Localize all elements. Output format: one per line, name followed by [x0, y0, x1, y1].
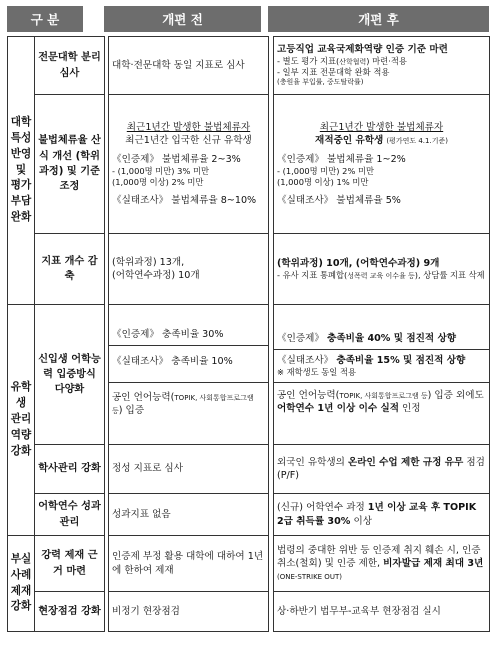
table-row — [8, 95, 490, 234]
before-cell: 인증제 부정 활용 대학에 대하여 1년에 한하여 제재 — [109, 536, 269, 592]
table-row — [8, 445, 490, 494]
table-row — [8, 536, 490, 592]
category-3: 부실사례 제재강화 — [8, 536, 35, 632]
table-row — [8, 234, 490, 305]
subcategory-language-proof: 신입생 어학능력 입증방식 다양화 — [35, 305, 105, 445]
table-row — [8, 494, 490, 536]
before-cell: 《인증제》 충족비율 30% 《실태조사》 충족비율 10% 공인 언어능력(TOPIK, 사회통합프로그램 등) 입증 — [109, 305, 269, 445]
after-cell: 외국인 유학생의 온라인 수업 제한 규정 유무 점검(P/F) — [274, 445, 490, 494]
header-category: 구 분 — [7, 6, 83, 32]
after-cell: (신규) 어학연수 과정 1년 이상 교육 후 TOPIK 2급 취득률 30% 이상 — [274, 494, 490, 536]
table-row — [8, 592, 490, 632]
subcategory-separate-review: 전문대학 분리 심사 — [35, 37, 105, 95]
table-row — [8, 37, 490, 95]
after-cell: 최근1년간 발생한 불법체류자 재적중인 유학생 (평가연도 4.1.기준) 《인증제》 불법체류율 1~2% - (1,000명 미만) 2% 미만 (1,000명 이상) 1% 미만 《실태조사》 불법체류율 5% — [274, 95, 490, 234]
after-cell: 법령의 중대한 위반 등 인증제 취지 훼손 시, 인증 취소(철회) 및 인증 제한, 비자발급 제재 최대 3년 (ONE-STRIKE OUT) — [274, 536, 490, 592]
before-cell: 성과지표 없음 — [109, 494, 269, 536]
reform-table — [7, 36, 490, 632]
before-cell: 비정기 현장점검 — [109, 592, 269, 632]
after-cell: 고등직업 교육국제화역량 인증 기준 마련 - 별도 평가 지표(산학협력) 마련·적용 - 일부 지표 전문대학 완화 적용 (충원율 부입률, 중도탈락률) — [274, 37, 490, 95]
subcategory-indicator-reduction: 지표 개수 감축 — [35, 234, 105, 305]
before-cell: 최근1년간 발생한 불법체류자 최근1년간 입국한 신규 유학생 《인증제》 불법체류율 2~3% - (1,000명 미만) 3% 미만 (1,000명 이상) 2% 미만 《실태조사》 불법체류율 8~10% — [109, 95, 269, 234]
subcategory-illegal-stay-formula: 불법체류율 산식 개선 (학위과정) 및 기준조정 — [35, 95, 105, 234]
subcategory-academic-management: 학사관리 강화 — [35, 445, 105, 494]
after-cell: (학위과정) 10개, (어학연수과정) 9개 - 유사 지표 통폐합(성폭력 교육 이수율 등), 상담률 지표 삭제 — [274, 234, 490, 305]
before-cell: 정성 지표로 심사 — [109, 445, 269, 494]
header-before: 개편 전 — [104, 6, 261, 32]
subcategory-onsite-inspection: 현장점검 강화 — [35, 592, 105, 632]
after-cell: 상·하반기 법무부-교육부 현장점검 실시 — [274, 592, 490, 632]
subcategory-language-course-outcome: 어학연수 성과관리 — [35, 494, 105, 536]
table-row — [8, 305, 490, 445]
before-cell: 대학·전문대학 동일 지표로 심사 — [109, 37, 269, 95]
category-1: 대학특성반영 및 평가부담 완화 — [8, 37, 35, 305]
after-cell: 《인증제》 충족비율 40% 및 점진적 상향 《실태조사》 충족비율 15% 및 점진적 상향 ※ 재학생도 동일 적용 공인 언어능력(TOPIK, 사회통합프로그램 등) 입증 외에도 어학연수 1년 이상 이수 실적 인정 — [274, 305, 490, 445]
subcategory-strong-sanction: 강력 제재 근거 마련 — [35, 536, 105, 592]
before-cell: (학위과정) 13개, (어학연수과정) 10개 — [109, 234, 269, 305]
header-after: 개편 후 — [268, 6, 489, 32]
category-2: 유학생 관리역량 강화 — [8, 305, 35, 536]
